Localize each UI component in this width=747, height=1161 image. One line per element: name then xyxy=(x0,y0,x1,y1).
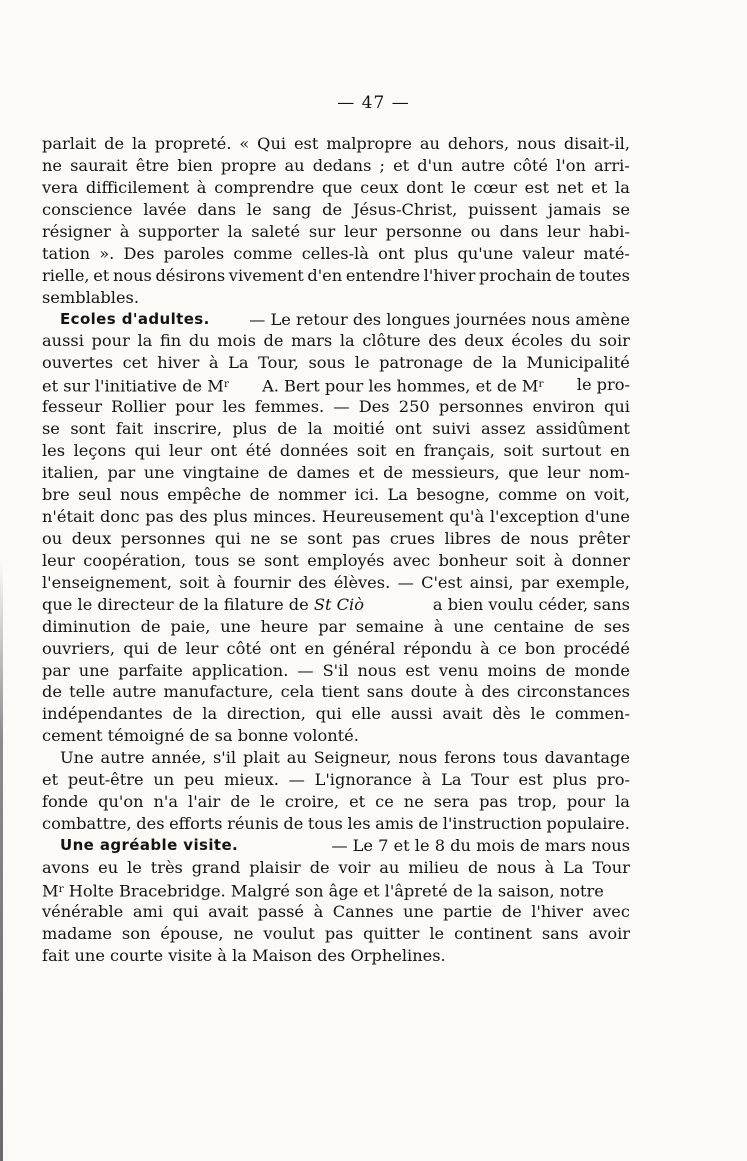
scan-edge-shadow xyxy=(0,560,3,1161)
text-line: fonde qu'on n'a l'air de le croire, et ce ne sera pas trop, pour la xyxy=(42,792,630,812)
text-line: ouvriers, qui de leur côté ont en général répondu à ce bon procédé xyxy=(42,638,630,658)
text-line: résigner à supporter la saleté sur leur personne ou dans leur habi- xyxy=(42,221,630,241)
text-span: a bien voulu céder, sans xyxy=(432,594,630,614)
text-line: ou deux personnes qui ne se sont pas crues libres de nous prêter xyxy=(42,528,630,548)
text-span: — Le retour des longues journées nous amène xyxy=(249,309,630,329)
text-line: rielle, et nous désirons vivement d'en entendre l'hiver prochain de toutes xyxy=(42,265,630,285)
text-line xyxy=(42,374,630,396)
text-line: conscience lavée dans le sang de Jésus-Christ, puissent jamais se xyxy=(42,199,630,219)
text-line: aussi pour la fin du mois de mars la clôture des deux écoles du soir xyxy=(42,331,630,351)
text-line: avons eu le très grand plaisir de voir au milieu de nous à La Tour xyxy=(42,857,630,877)
text-line: vénérable ami qui avait passé à Cannes une partie de l'hiver avec xyxy=(42,901,630,921)
text-line xyxy=(42,594,630,616)
text-line: parlait de la propreté. « Qui est malpropre au dehors, nous disait-il, xyxy=(42,134,630,153)
text-line: et peut-être un peu mieux. — L'ignorance à La Tour est plus pro- xyxy=(42,770,630,790)
text-line: de telle autre manufacture, cela tient sans doute à des circonstances xyxy=(42,682,630,702)
body-text xyxy=(42,133,630,967)
section-heading-line xyxy=(42,835,630,857)
text-line: se sont fait inscrire, plus de la moitié ont suivi assez assidûment xyxy=(42,419,630,439)
text-line: semblables. xyxy=(42,287,139,307)
text-line: leur coopération, tous se sont employés avec bonheur soit à donner xyxy=(42,550,630,570)
page-number: — 47 — xyxy=(337,93,410,113)
text-line: l'enseignement, soit à fournir des élèves. — C'est ainsi, par exemple, xyxy=(42,572,630,592)
text-span: le pro- xyxy=(576,375,630,395)
text-line: ne saurait être bien propre au dedans ; et d'un autre côté l'on arri- xyxy=(42,155,630,175)
text-line: italien, par une vingtaine de dames et de messieurs, que leur nom- xyxy=(42,463,630,483)
text-line: indépendantes de la direction, qui elle aussi avait dès le commen- xyxy=(42,704,630,724)
text-line: tation ». Des paroles comme celles-là ont plus qu'une valeur maté- xyxy=(42,243,630,263)
section-heading-ecoles: Ecoles d'adultes. xyxy=(60,309,210,328)
text-line: les leçons qui leur ont été données soit en français, soit surtout en xyxy=(42,441,630,461)
text-line: par une parfaite application. — S'il nous est venu moins de monde xyxy=(42,660,630,680)
text-line: madame son épouse, ne voulut pas quitter le continent sans avoir xyxy=(42,923,630,943)
text-span: que le directeur de la filature de St Ciò xyxy=(42,594,364,614)
text-span: $M^r$ Holte Bracebridge. Malgré son âge et l'âpreté de la saison, notre xyxy=(42,881,604,901)
text-line: ouvertes cet hiver à La Tour, sous le patronage de la Municipalité xyxy=(42,353,630,373)
text-line: n'était donc pas des plus minces. Heureusement qu'à l'exception d'une xyxy=(42,506,630,526)
text-line: fait une courte visite à la Maison des Orphelines. xyxy=(42,945,446,965)
place-name: St Ciò xyxy=(313,594,364,614)
section-heading-line xyxy=(42,309,630,331)
text-line: diminution de paie, une heure par semaine à une centaine de ses xyxy=(42,616,630,636)
section-heading-visite: Une agréable visite. xyxy=(60,836,239,854)
text-line: vera difficilement à comprendre que ceux dont le cœur est net et la xyxy=(42,177,630,197)
text-span: A. Bert pour les hommes, et de $M^r$ xyxy=(262,377,544,397)
text-span: et sur l'initiative de $M^r$ xyxy=(42,377,229,397)
text-line: cement témoigné de sa bonne volonté. xyxy=(42,726,359,746)
text-line: combattre, des efforts réunis de tous les amis de l'instruction populaire. xyxy=(42,814,630,834)
text-line xyxy=(42,879,630,901)
text-line: fesseur Rollier pour les femmes. — Des 250 personnes environ qui xyxy=(42,397,630,417)
text-span: — Le 7 et le 8 du mois de mars nous xyxy=(331,836,630,855)
text-line: Une autre année, s'il plait au Seigneur, nous ferons tous davantage xyxy=(60,748,630,768)
text-line: bre seul nous empêche de nommer ici. La besogne, comme on voit, xyxy=(42,485,630,504)
